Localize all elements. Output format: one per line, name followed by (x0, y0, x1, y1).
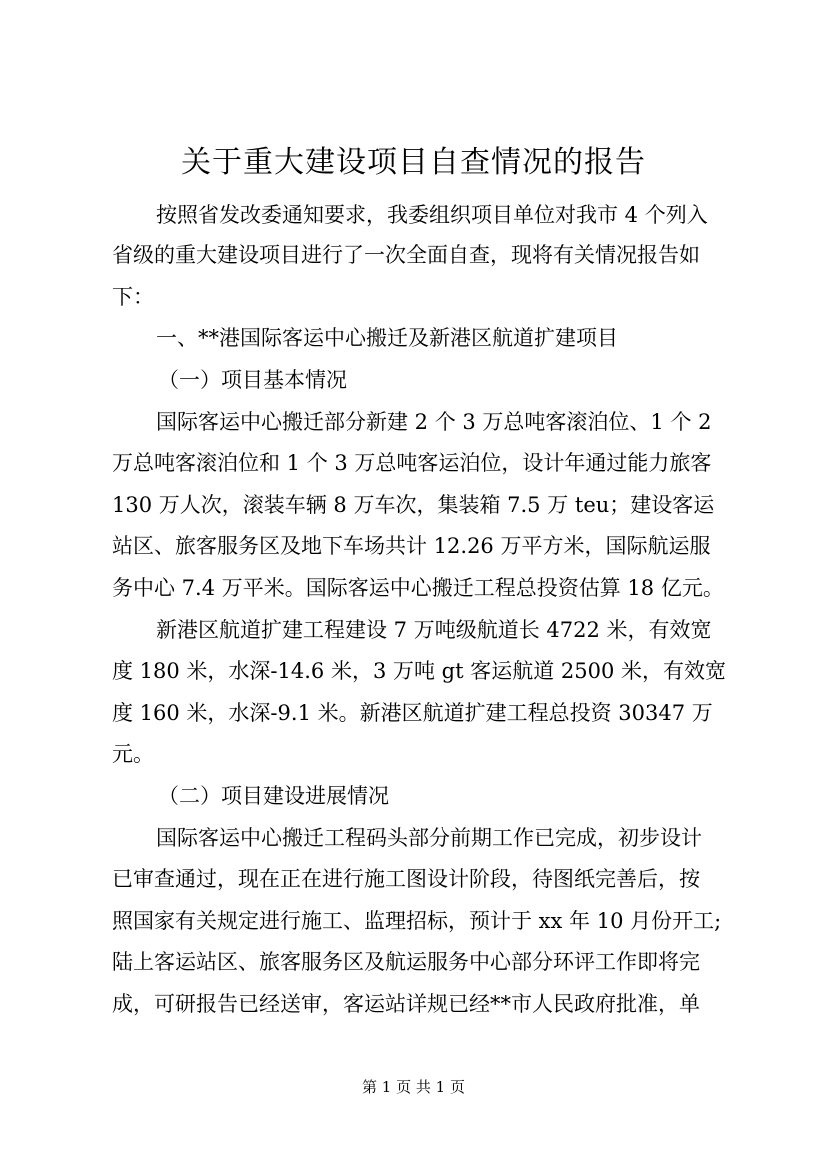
subsection-heading: （二）项目建设进展情况 (158, 784, 389, 808)
subsection-heading: （一）项目基本情况 (158, 368, 347, 392)
body-line: 130 万人次，滚装车辆 8 万车次，集装箱 7.5 万 teu；建设客运 (112, 493, 715, 517)
body-line: 站区、旅客服务区及地下车场共计 12.26 万平方米，国际航运服 (112, 534, 711, 558)
body-line: 陆上客运站区、旅客服务区及航运服务中心部分环评工作即将完 (112, 950, 700, 974)
body-line: 国际客运中心搬迁工程码头部分前期工作已完成，初步设计 (156, 826, 702, 850)
page-number-footer: 第 1 页 共 1 页 (362, 1078, 465, 1096)
body-line: 照国家有关规定进行施工、监理招标，预计于 xx 年 10 月份开工; (112, 909, 722, 933)
body-line: 度 160 米，水深-9.1 米。新港区航道扩建工程总投资 30347 万 (112, 701, 713, 725)
document-title: 关于重大建设项目自查情况的报告 (181, 145, 646, 180)
body-line: 务中心 7.4 万平米。国际客运中心搬迁工程总投资估算 18 亿元。 (112, 576, 724, 600)
body-line: 省级的重大建设项目进行了一次全面自查，现将有关情况报告如 (112, 243, 700, 267)
body-line: 下： (112, 285, 154, 309)
body-line: 国际客运中心搬迁部分新建 2 个 3 万总吨客滚泊位、1 个 2 (156, 410, 712, 434)
body-line: 元。 (112, 742, 154, 766)
section-heading: 一、**港国际客运中心搬迁及新港区航道扩建项目 (156, 326, 618, 350)
body-line: 新港区航道扩建工程建设 7 万吨级航道长 4722 米，有效宽 (156, 618, 712, 642)
body-line: 成，可研报告已经送审，客运站详规已经**市人民政府批准，单 (112, 992, 700, 1016)
body-line: 按照省发改委通知要求，我委组织项目单位对我市 4 个列入 (156, 203, 708, 227)
body-line: 万总吨客滚泊位和 1 个 3 万总吨客运泊位，设计年通过能力旅客 (112, 451, 712, 475)
body-line: 已审查通过，现在正在进行施工图设计阶段，待图纸完善后，按 (112, 867, 700, 891)
body-line: 度 180 米，水深-14.6 米，3 万吨 gt 客运航道 2500 米，有效宽 (112, 659, 727, 683)
